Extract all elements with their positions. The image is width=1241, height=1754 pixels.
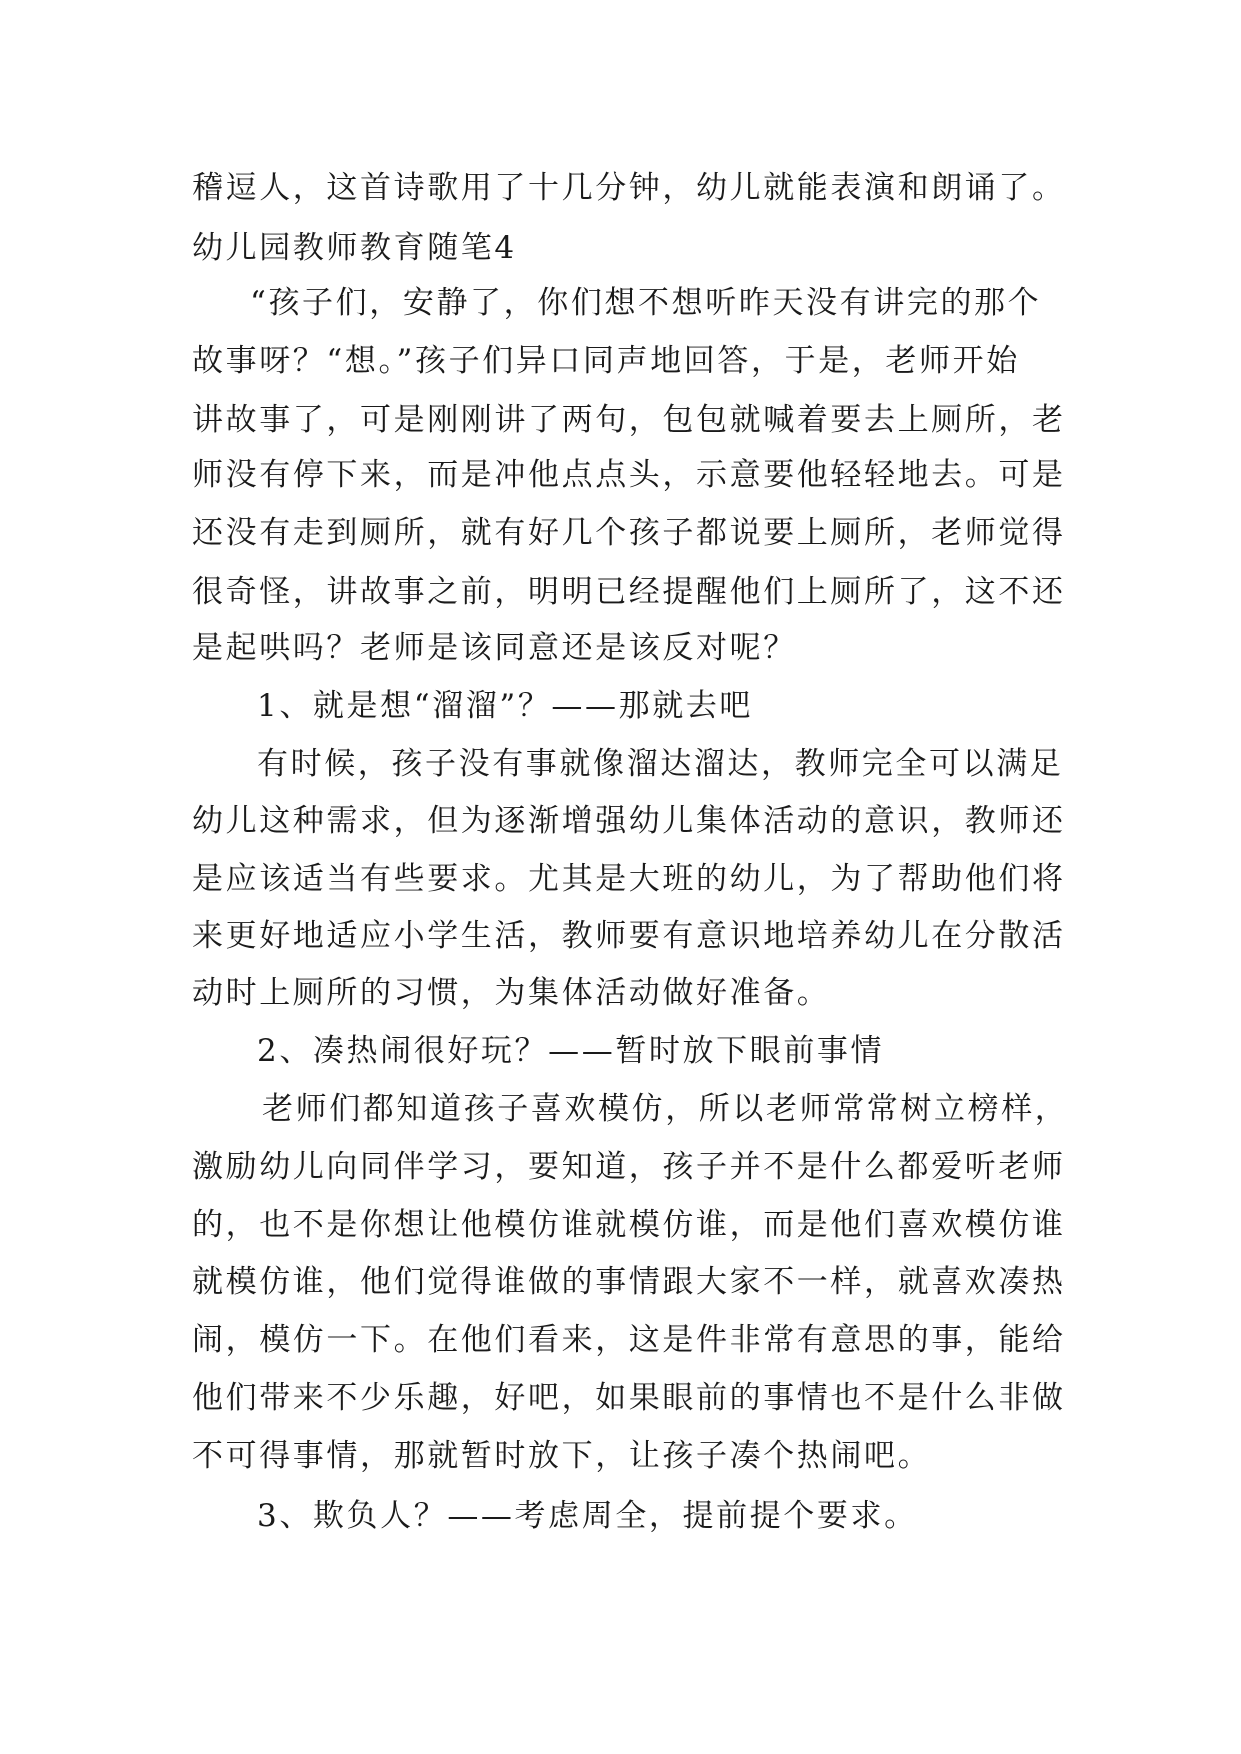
text-line-5: 讲故事了，可是刚刚讲了两句，包包就喊着要去上厕所，老 <box>192 402 1066 438</box>
text-line-12: 幼儿这种需求，但为逐渐增强幼儿集体活动的意识，教师还 <box>192 803 1066 839</box>
text-line-14: 来更好地适应小学生活，教师要有意识地培养幼儿在分散活 <box>192 918 1066 954</box>
text-line-19: 的，也不是你想让他模仿谁就模仿谁，而是他们喜欢模仿谁 <box>192 1207 1066 1243</box>
section-heading: 幼儿园教师教育随笔4 <box>192 230 517 266</box>
text-line-11: 有时候，孩子没有事就像溜达溜达，教师完全可以满足 <box>257 746 1064 782</box>
text-line-20: 就模仿谁，他们觉得谁做的事情跟大家不一样，就喜欢凑热 <box>192 1264 1066 1300</box>
text-line-4: 故事呀？“想。”孩子们异口同声地回答，于是，老师开始 <box>192 343 1020 379</box>
text-line-1: 稽逗人，这首诗歌用了十几分钟，幼儿就能表演和朗诵了。 <box>192 170 1066 206</box>
text-line-18: 激励幼儿向同伴学习，要知道，孩子并不是什么都爱听老师 <box>192 1149 1066 1185</box>
text-line-23: 不可得事情，那就暂时放下，让孩子凑个热闹吧。 <box>192 1438 932 1474</box>
text-line-7: 还没有走到厕所，就有好几个孩子都说要上厕所，老师觉得 <box>192 515 1066 551</box>
text-line-6: 师没有停下来，而是冲他点点头，示意要他轻轻地去。可是 <box>192 457 1066 493</box>
text-line-17: 老师们都知道孩子喜欢模仿，所以老师常常树立榜样， <box>262 1091 1069 1127</box>
text-line-3: “孩子们，安静了，你们想不想听昨天没有讲完的那个 <box>250 285 1042 321</box>
text-line-8: 很奇怪，讲故事之前，明明已经提醒他们上厕所了，这不还 <box>192 574 1066 610</box>
text-line-22: 他们带来不少乐趣，好吧，如果眼前的事情也不是什么非做 <box>192 1380 1066 1416</box>
text-line-9: 是起哄吗？老师是该同意还是该反对呢？ <box>192 630 797 666</box>
subheading-2: 2、凑热闹很好玩？——暂时放下眼前事情 <box>257 1033 885 1069</box>
text-line-15: 动时上厕所的习惯，为集体活动做好准备。 <box>192 975 831 1011</box>
subheading-1: 1、就是想“溜溜”？——那就去吧 <box>257 688 754 724</box>
text-line-13: 是应该适当有些要求。尤其是大班的幼儿，为了帮助他们将 <box>192 861 1066 897</box>
subheading-3: 3、欺负人？——考虑周全，提前提个要求。 <box>257 1498 918 1534</box>
text-line-21: 闹，模仿一下。在他们看来，这是件非常有意思的事，能给 <box>192 1322 1066 1358</box>
